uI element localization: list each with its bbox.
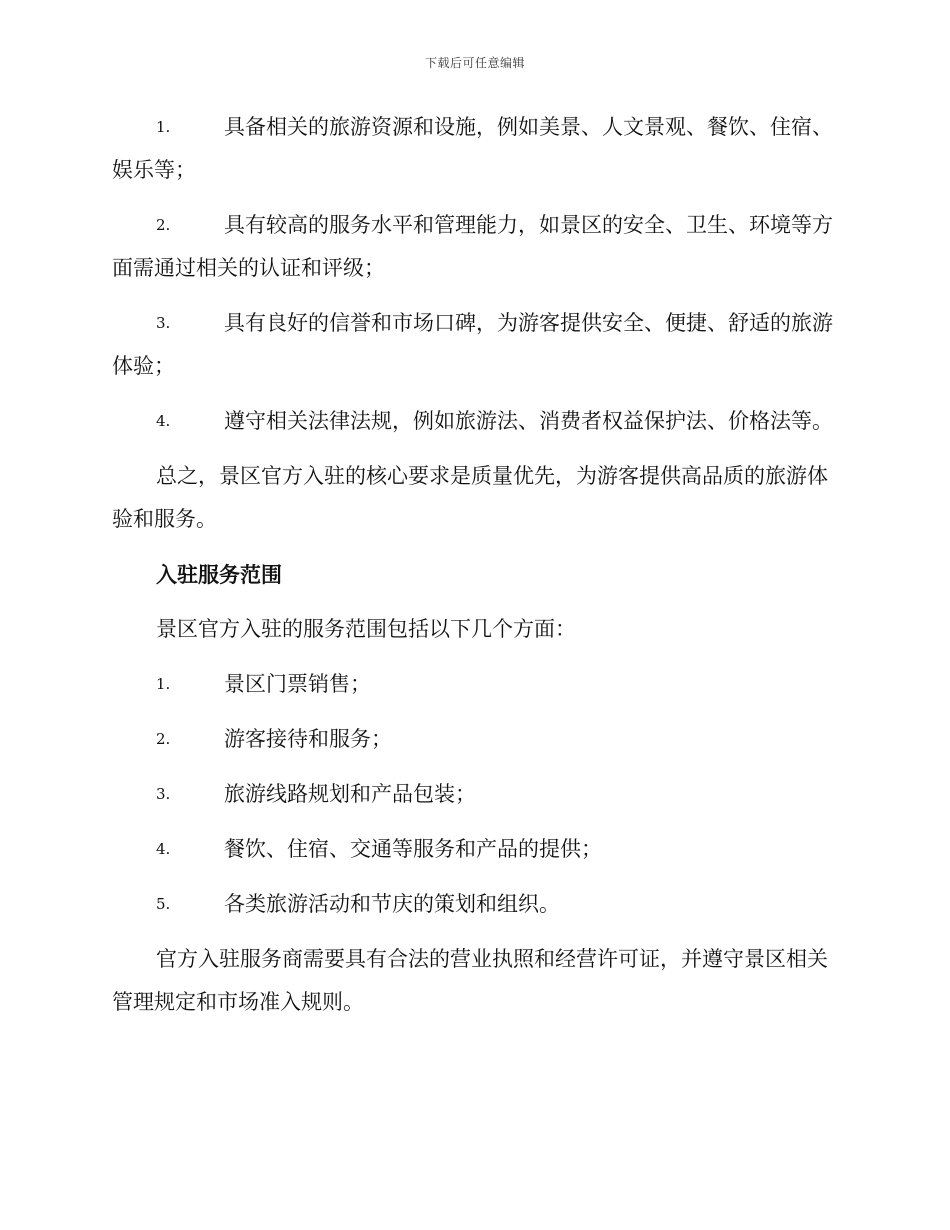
item-text: 游客接待和服务； (224, 727, 392, 751)
item-number: 4. (156, 412, 171, 430)
section-heading: 入驻服务范围 (156, 562, 282, 587)
item-text: 餐饮、住宿、交通等服务和产品的提供； (224, 837, 602, 861)
summary-paragraph: 总之，景区官方入驻的核心要求是质量优先，为游客提供高品质的旅游体验和服务。 (112, 464, 828, 531)
service-item-3 (112, 773, 834, 816)
item-text: 旅游线路规划和产品包装； (224, 782, 476, 806)
item-text: 景区门票销售； (224, 672, 371, 696)
service-item-5 (112, 883, 834, 926)
requirement-item-2 (112, 204, 834, 290)
service-item-1 (112, 663, 834, 706)
item-number: 4. (156, 840, 171, 858)
item-number: 2. (156, 730, 171, 748)
requirement-item-4 (112, 400, 834, 443)
service-item-4 (112, 828, 834, 871)
item-text: 各类旅游活动和节庆的策划和组织。 (224, 892, 560, 916)
item-number: 1. (156, 675, 171, 693)
item-number: 5. (156, 895, 171, 913)
item-text: 具有较高的服务水平和管理能力，如景区的安全、卫生、环境等方面需通过相关的认证和评级； (112, 213, 833, 280)
item-number: 2. (156, 216, 171, 234)
service-item-2 (112, 718, 834, 761)
item-number: 3. (156, 314, 171, 332)
requirement-item-3 (112, 302, 834, 388)
item-text: 具有良好的信誉和市场口碑，为游客提供安全、便捷、舒适的旅游体验； (112, 311, 833, 378)
closing-paragraph: 官方入驻服务商需要具有合法的营业执照和经营许可证，并遵守景区相关管理规定和市场准入规则。 (112, 947, 828, 1014)
document-body (112, 106, 834, 1036)
item-number: 1. (156, 118, 171, 136)
item-text: 遵守相关法律法规，例如旅游法、消费者权益保护法、价格法等。 (224, 409, 833, 433)
item-number: 3. (156, 785, 171, 803)
item-text: 具备相关的旅游资源和设施，例如美景、人文景观、餐饮、住宿、娱乐等； (112, 115, 833, 182)
section-intro: 景区官方入驻的服务范围包括以下几个方面： (156, 617, 576, 641)
requirement-item-1 (112, 106, 834, 192)
page-header: 下载后可任意编辑 (424, 56, 525, 70)
